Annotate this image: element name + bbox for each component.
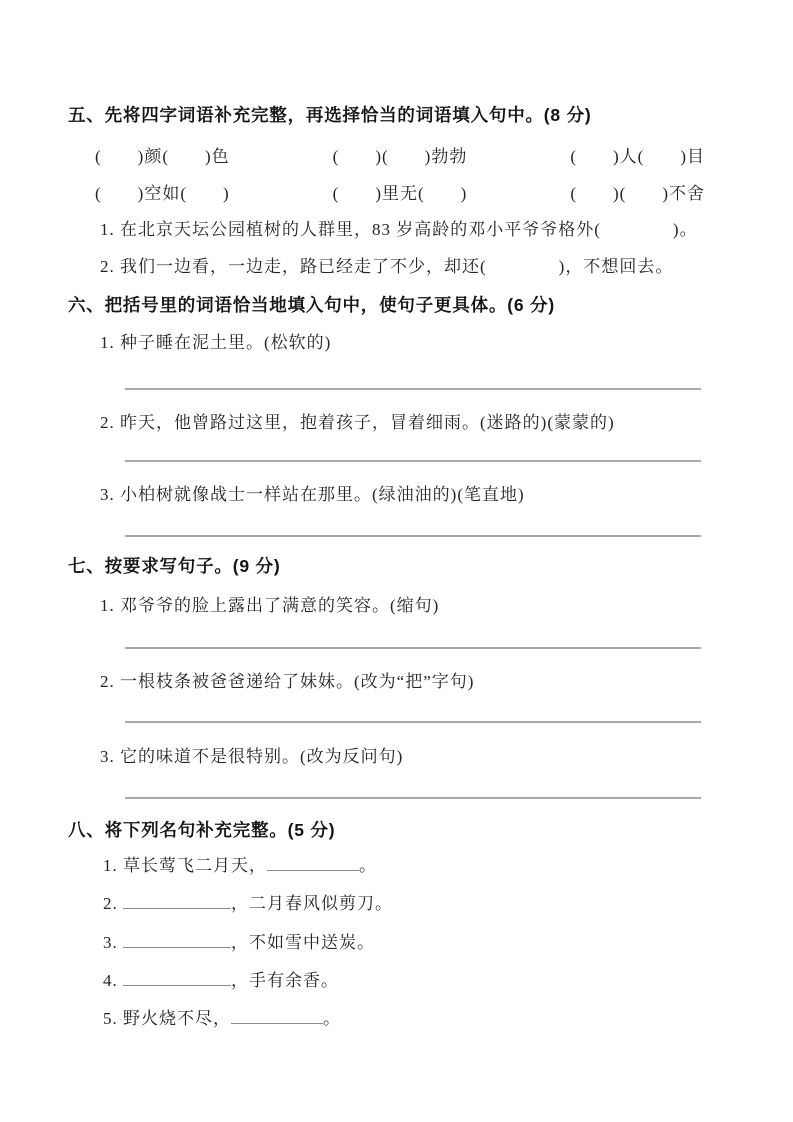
sentence-prefix: 1. 草长莺飞二月天， — [103, 856, 267, 875]
idiom-blank: ( )空如( ) — [95, 184, 230, 203]
question-item: 1. 种子睡在泥土里。(松软的) — [100, 333, 332, 352]
fill-in-blank — [231, 1009, 323, 1024]
sentence-prefix: 2. — [103, 894, 123, 913]
question-item: 3. 它的味道不是很特别。(改为反问句) — [100, 747, 404, 766]
question-item: 1. 邓爷爷的脸上露出了满意的笑容。(缩句) — [100, 596, 440, 615]
idiom-blank: ( )( )勃勃 — [332, 147, 468, 166]
question-item: 2. 一根枝条被爸爸递给了妹妹。(改为“把”字句) — [100, 672, 475, 691]
question-item: 2. 昨天，他曾路过这里，抱着孩子，冒着细雨。(迷路的)(蒙蒙的) — [100, 413, 615, 432]
sentence-suffix: ，手有余香。 — [231, 971, 339, 990]
question-item — [103, 970, 339, 992]
answer-line — [125, 460, 701, 462]
question-item: 1. 在北京天坛公园植树的人群里，83 岁高龄的邓小平爷爷格外( )。 — [100, 220, 698, 239]
question-item — [103, 932, 375, 954]
sentence-prefix: 3. — [103, 933, 123, 952]
answer-line — [125, 388, 701, 390]
sentence-prefix: 4. — [103, 971, 123, 990]
section8-title: 八、将下列名句补充完整。(5 分) — [68, 820, 336, 840]
idiom-blank: ( )( )不舍 — [570, 184, 705, 203]
sentence-suffix: ，二月春风似剪刀。 — [231, 894, 393, 913]
question-item: 2. 我们一边看，一边走，路已经走了不少，却还( )，不想回去。 — [100, 257, 674, 276]
question-item: 3. 小柏树就像战士一样站在那里。(绿油油的)(笔直地) — [100, 485, 525, 504]
sentence-suffix: 。 — [359, 856, 377, 875]
idiom-blank: ( )里无( ) — [332, 184, 468, 203]
question-item — [103, 893, 393, 915]
fill-in-blank — [123, 933, 231, 948]
answer-line — [125, 535, 701, 537]
answer-line — [125, 797, 701, 799]
idiom-row-2 — [95, 183, 705, 205]
idiom-row-1 — [95, 146, 705, 168]
question-item — [103, 1008, 341, 1030]
sentence-suffix: ，不如雪中送炭。 — [231, 933, 375, 952]
fill-in-blank — [123, 971, 231, 986]
answer-line — [125, 647, 701, 649]
idiom-blank: ( )颜( )色 — [95, 147, 230, 166]
idiom-blank: ( )人( )目 — [570, 147, 705, 166]
sentence-suffix: 。 — [323, 1009, 341, 1028]
section7-title: 七、按要求写句子。(9 分) — [68, 556, 281, 576]
question-item — [103, 855, 377, 877]
fill-in-blank — [123, 894, 231, 909]
section6-title: 六、把括号里的词语恰当地填入句中，使句子更具体。(6 分) — [68, 295, 555, 315]
section5-title: 五、先将四字词语补充完整，再选择恰当的词语填入句中。(8 分) — [68, 105, 592, 125]
sentence-prefix: 5. 野火烧不尽， — [103, 1009, 231, 1028]
fill-in-blank — [267, 856, 359, 871]
answer-line — [125, 721, 701, 723]
